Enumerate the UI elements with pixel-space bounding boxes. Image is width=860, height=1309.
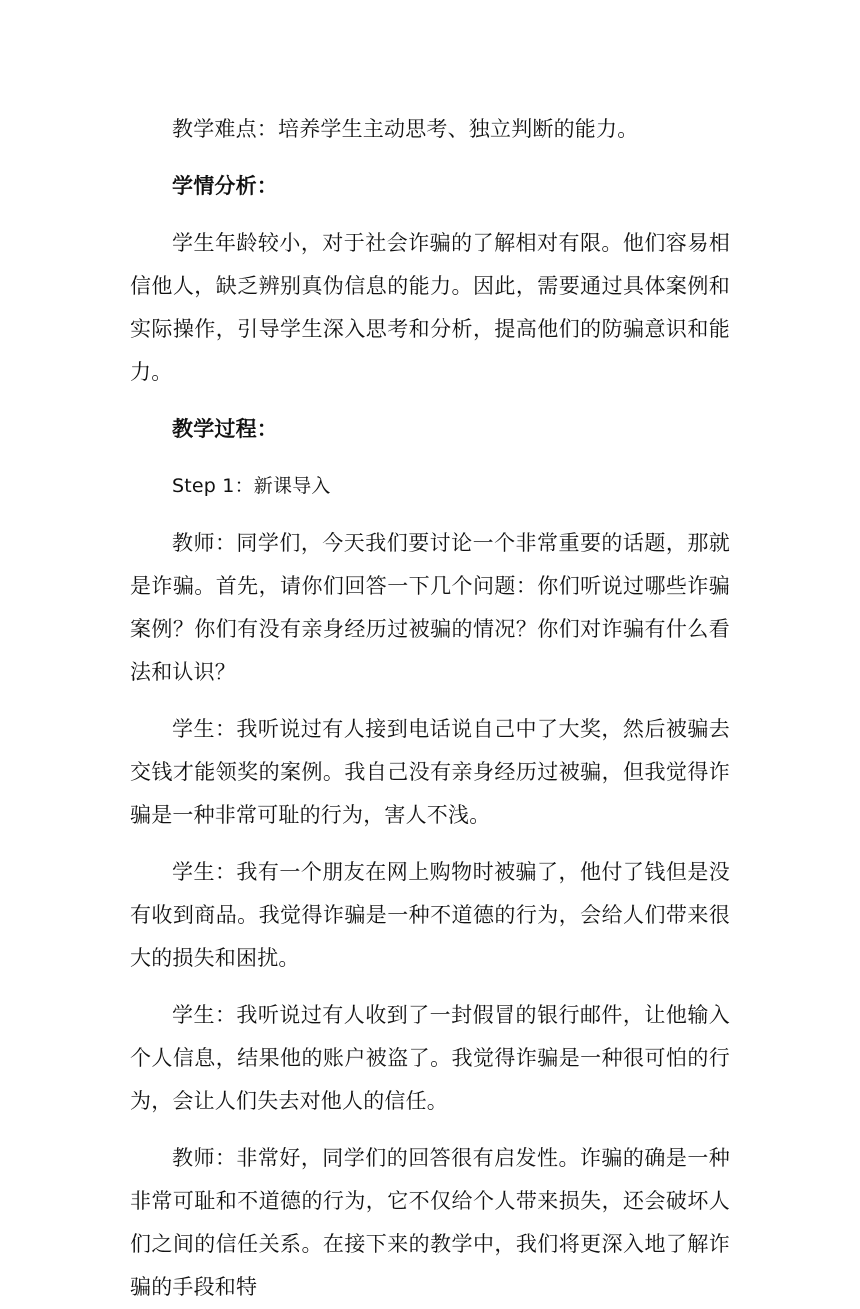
learning-analysis-heading: 学情分析：: [172, 174, 278, 198]
teaching-process-heading: 教学过程：: [172, 417, 278, 441]
teacher-summary-paragraph: 教师：非常好，同学们的回答很有启发性。诈骗的确是一种非常可耻和不道德的行为，它不仅给个人带来损失，还会破坏人们之间的信任关系。在接下来的教学中，我们将更深入地了解诈骗的手段和特: [130, 1146, 730, 1299]
step-1-label: Step 1：新课导入: [172, 475, 331, 497]
teaching-difficulty-paragraph: 教学难点：培养学生主动思考、独立判断的能力。: [172, 117, 639, 141]
document-page: [130, 108, 730, 1309]
student-answer-3-paragraph: 学生：我听说过有人收到了一封假冒的银行邮件，让他输入个人信息，结果他的账户被盗了。我觉得诈骗是一种很可怕的行为，会让人们失去对他人的信任。: [130, 1003, 730, 1113]
student-answer-2-paragraph: 学生：我有一个朋友在网上购物时被骗了，他付了钱但是没有收到商品。我觉得诈骗是一种不道德的行为，会给人们带来很大的损失和困扰。: [130, 860, 730, 970]
student-answer-1-paragraph: 学生：我听说过有人接到电话说自己中了大奖，然后被骗去交钱才能领奖的案例。我自己没有亲身经历过被骗，但我觉得诈骗是一种非常可耻的行为，害人不浅。: [130, 717, 730, 827]
learning-analysis-paragraph: 学生年龄较小，对于社会诈骗的了解相对有限。他们容易相信他人，缺乏辨别真伪信息的能力。因此，需要通过具体案例和实际操作，引导学生深入思考和分析，提高他们的防骗意识和能力。: [130, 231, 730, 384]
teacher-intro-paragraph: 教师：同学们，今天我们要讨论一个非常重要的话题，那就是诈骗。首先，请你们回答一下几个问题：你们听说过哪些诈骗案例？你们有没有亲身经历过被骗的情况？你们对诈骗有什么看法和认识？: [130, 531, 730, 684]
